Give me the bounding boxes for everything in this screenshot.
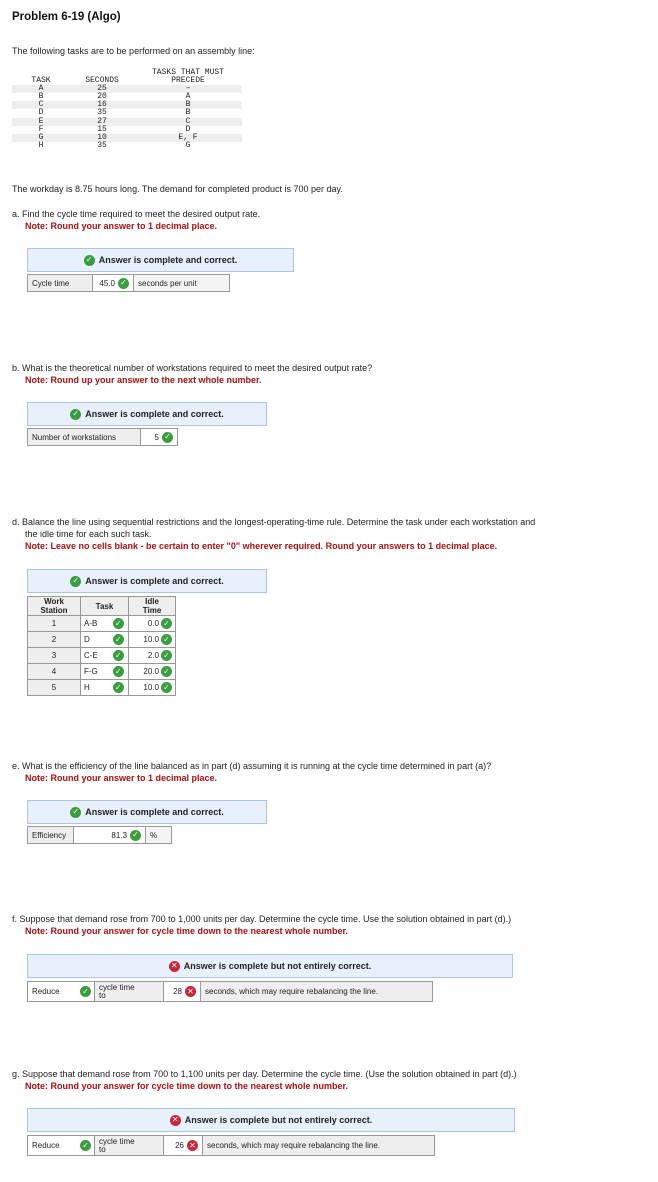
idle-time-input[interactable] — [129, 632, 176, 648]
check-icon: ✓ — [80, 1140, 91, 1151]
cell-seconds: 20 — [97, 92, 107, 102]
check-icon: ✓ — [70, 576, 81, 587]
part-a-question — [12, 208, 260, 232]
check-icon: ✓ — [161, 666, 172, 677]
check-icon: ✓ — [70, 807, 81, 818]
check-icon: ✓ — [161, 618, 172, 629]
part-g-question — [12, 1068, 642, 1092]
page-title: Problem 6-19 (Algo) — [12, 11, 121, 23]
answer-unit: seconds per unit — [133, 275, 229, 291]
check-icon: ✓ — [161, 682, 172, 693]
station-cell: 3 — [28, 648, 81, 664]
answer-label: Cycle time — [28, 275, 93, 291]
cell-precede: B — [134, 101, 242, 109]
idle-value: 20.0 — [143, 667, 159, 676]
station-cell: 4 — [28, 664, 81, 680]
cell-task: B — [38, 92, 44, 102]
task-input[interactable]: D — [81, 632, 109, 648]
banner-text: Answer is complete and correct. — [85, 807, 224, 817]
table-row — [12, 101, 242, 109]
question-text: a. Find the cycle time required to meet the desired output rate. — [12, 209, 261, 219]
answer-status-banner — [27, 569, 267, 593]
answer-value: 28 — [173, 987, 182, 996]
idle-value: 2.0 — [147, 651, 159, 660]
table-row — [28, 616, 176, 632]
check-icon: ✓ — [118, 278, 129, 289]
answer-label: Efficiency — [28, 827, 74, 843]
table-row — [28, 680, 176, 696]
answer-label: Reduce — [28, 982, 80, 1001]
table-row — [28, 632, 176, 648]
dropdown-text-2: to — [99, 990, 106, 1000]
question-note: Note: Round your answer for cycle time down to the nearest whole number. — [25, 926, 349, 936]
answer-value: 5 — [154, 432, 159, 442]
answer-status-banner — [27, 402, 267, 426]
answer-status-banner — [27, 1108, 515, 1132]
part-d-question — [12, 516, 642, 552]
cell-task: D — [38, 108, 44, 118]
check-icon: ✓ — [161, 650, 172, 661]
dropdown-text-1: cycle time — [99, 982, 135, 992]
cell-precede: E, F — [134, 134, 242, 142]
question-note: Note: Round your answer to 1 decimal place. — [25, 773, 218, 783]
check-icon: ✓ — [113, 682, 124, 693]
header-idle-time: Idle Time — [129, 597, 176, 616]
x-icon: ✕ — [170, 1115, 181, 1126]
question-note: Note: Round your answer to 1 decimal place. — [25, 221, 218, 231]
answer-status-banner — [27, 800, 267, 824]
cell-precede: C — [134, 118, 242, 126]
table-row — [12, 85, 242, 93]
workday-text: The workday is 8.75 hours long. The demand for completed product is 700 per day. — [12, 184, 343, 194]
dropdown-text-2: to — [99, 1144, 106, 1154]
answer-status-banner — [27, 954, 513, 978]
question-note: Note: Round your answer for cycle time down to the nearest whole number. — [25, 1081, 349, 1091]
task-precedence-table — [12, 69, 242, 150]
cell-seconds: 10 — [70, 134, 134, 142]
answer-row-part-g — [27, 1135, 435, 1156]
task-input[interactable]: H — [81, 680, 109, 696]
task-input[interactable]: C-E — [81, 648, 109, 664]
check-icon: ✓ — [70, 409, 81, 420]
part-f-question — [12, 913, 642, 937]
cell-seconds: 15 — [97, 124, 107, 134]
answer-unit: seconds, which may require rebalancing the line. — [200, 982, 432, 1001]
idle-time-input[interactable] — [129, 664, 176, 680]
cell-task: E — [12, 118, 70, 126]
part-b-question — [12, 362, 372, 386]
check-icon: ✓ — [113, 618, 124, 629]
idle-value: 0.0 — [147, 619, 159, 628]
cell-task: A — [12, 85, 70, 93]
station-cell: 2 — [28, 632, 81, 648]
cycle-time-input[interactable] — [164, 1136, 202, 1155]
answer-value: 45.0 — [99, 278, 115, 288]
table-row — [12, 93, 242, 101]
question-note: Note: Round up your answer to the next whole number. — [25, 375, 262, 385]
cell-seconds: 16 — [70, 101, 134, 109]
workstations-input[interactable] — [141, 429, 177, 445]
x-icon: ✕ — [169, 961, 180, 972]
question-text-cont: the idle time for each such task. — [25, 529, 152, 539]
idle-time-input[interactable] — [129, 680, 176, 696]
answer-row-efficiency — [27, 826, 172, 844]
reduce-dropdown[interactable] — [94, 982, 164, 1001]
cell-seconds: 35 — [97, 140, 107, 150]
question-text: g. Suppose that demand rose from 700 to 1,100 units per day. Determine the cycle time. (Use the solution obtained in part (d).) — [12, 1069, 517, 1079]
task-input[interactable]: A-B — [81, 616, 109, 632]
cell-precede: G — [185, 140, 191, 150]
cell-task: F — [38, 124, 44, 134]
table-row — [12, 126, 242, 134]
header-must: TASKS THAT MUST — [151, 68, 224, 77]
header-work-station: Work Station — [28, 597, 81, 616]
idle-time-input[interactable] — [129, 616, 176, 632]
part-e-question — [12, 760, 642, 784]
cell-task: H — [38, 140, 44, 150]
question-text: f. Suppose that demand rose from 700 to 1,000 units per day. Determine the cycle time. Use the solution obtained in part (d).) — [12, 914, 512, 924]
idle-time-input[interactable] — [129, 648, 176, 664]
cell-seconds: 25 — [70, 85, 134, 93]
cell-task: G — [12, 134, 70, 142]
table-row — [12, 142, 242, 150]
answer-unit: % — [145, 827, 171, 843]
banner-text: Answer is complete but not entirely correct. — [184, 1115, 373, 1125]
banner-text: Answer is complete and correct. — [98, 255, 238, 265]
header-task: Task — [81, 597, 129, 616]
efficiency-input[interactable] — [74, 827, 145, 843]
check-icon: ✓ — [113, 634, 124, 645]
banner-text: Answer is complete and correct. — [85, 576, 224, 586]
x-icon: ✕ — [187, 1140, 198, 1151]
table-row — [28, 664, 176, 680]
answer-unit: seconds, which may require rebalancing the line. — [202, 1136, 434, 1155]
header-seconds: SECONDS — [85, 76, 119, 86]
cell-precede: A — [185, 92, 191, 102]
answer-label: Number of workstations — [28, 429, 141, 445]
task-input[interactable]: F-G — [81, 664, 109, 680]
answer-label: Reduce — [28, 1136, 80, 1155]
cell-seconds: 27 — [70, 118, 134, 126]
cell-seconds: 35 — [97, 108, 107, 118]
question-note: Note: Leave no cells blank - be certain to enter "0" wherever required. Round your answers to 1 decimal place. — [25, 541, 498, 551]
table-row — [28, 648, 176, 664]
answer-row-cycle-time — [27, 274, 230, 292]
cell-precede: – — [134, 85, 242, 93]
station-cell: 1 — [28, 616, 81, 632]
intro-text: The following tasks are to be performed on an assembly line: — [12, 46, 255, 56]
header-precede: PRECEDE — [171, 76, 205, 86]
check-icon: ✓ — [130, 830, 141, 841]
question-text: d. Balance the line using sequential restrictions and the longest-operating-time rule. Determine the task under each workstation and — [12, 517, 536, 527]
check-icon: ✓ — [161, 634, 172, 645]
answer-row-workstations — [27, 428, 178, 446]
cell-precede: D — [185, 124, 191, 134]
idle-value: 10.0 — [143, 635, 159, 644]
cell-precede: B — [185, 108, 191, 118]
dropdown-text-1: cycle time — [99, 1136, 135, 1146]
reduce-dropdown[interactable] — [94, 1136, 164, 1155]
check-icon: ✓ — [113, 666, 124, 677]
station-cell: 5 — [28, 680, 81, 696]
answer-row-part-f — [27, 981, 433, 1002]
question-text: b. What is the theoretical number of workstations required to meet the desired output rate? — [12, 363, 373, 373]
check-icon: ✓ — [162, 432, 173, 443]
table-row — [12, 118, 242, 126]
x-icon: ✕ — [185, 986, 196, 997]
check-icon: ✓ — [80, 986, 91, 997]
table-row — [12, 134, 242, 142]
banner-text: Answer is complete and correct. — [85, 409, 224, 419]
answer-status-banner — [27, 248, 294, 272]
cycle-time-input[interactable] — [164, 982, 200, 1001]
cycle-time-input[interactable] — [93, 275, 133, 291]
table-row — [12, 109, 242, 117]
workstation-table — [27, 596, 176, 696]
idle-value: 10.0 — [143, 683, 159, 692]
cell-task: C — [12, 101, 70, 109]
check-icon: ✓ — [113, 650, 124, 661]
header-task: TASK — [31, 76, 51, 86]
banner-text: Answer is complete but not entirely correct. — [183, 961, 372, 971]
answer-value: 26 — [175, 1141, 184, 1150]
question-text: e. What is the efficiency of the line balanced as in part (d) assuming it is running at the cycle time determined in part (a)? — [12, 761, 492, 771]
check-icon: ✓ — [84, 255, 95, 266]
answer-value: 81.3 — [111, 830, 127, 840]
